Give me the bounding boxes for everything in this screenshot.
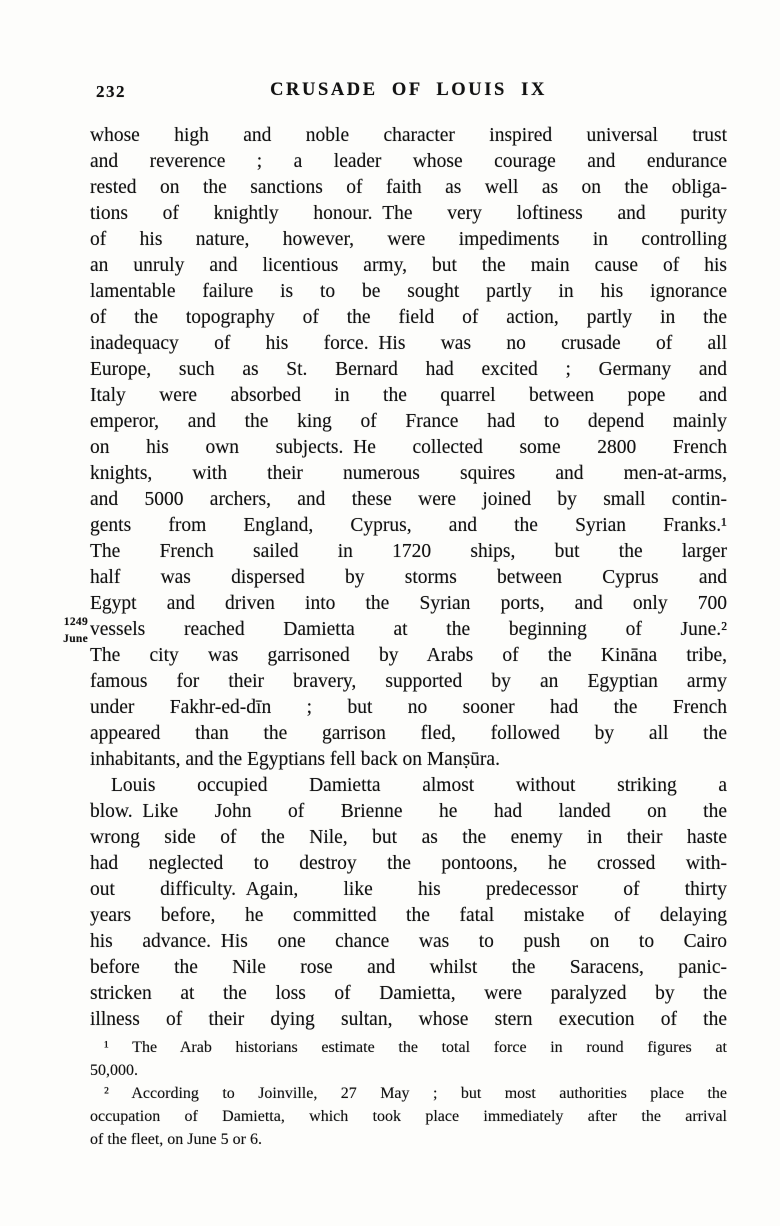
margin-note-month: June	[63, 633, 88, 645]
text-line: years before, he committed the fatal mistake of delaying	[90, 905, 727, 926]
text-line: 50,000.	[90, 1062, 138, 1079]
text-line: of his nature, however, were impediments in controlling	[90, 229, 727, 250]
text-line: before the Nile rose and whilst the Saracens, panic-	[90, 957, 727, 978]
text-line: whose high and noble character inspired universal trust	[90, 125, 727, 146]
text-line: Louis occupied Damietta almost without striking a	[111, 775, 727, 796]
text-line: of the fleet, on June 5 or 6.	[90, 1131, 262, 1148]
text-line: gents from England, Cyprus, and the Syrian Franks.¹	[90, 515, 727, 536]
text-line: lamentable failure is to be sought partly in his ignorance	[90, 281, 727, 302]
text-line: illness of their dying sultan, whose stern execution of the	[90, 1009, 727, 1030]
page-number: 232	[96, 82, 126, 101]
text-line: rested on the sanctions of faith as well as on the obliga-	[90, 177, 727, 198]
text-line: ¹ The Arab historians estimate the total force in round figures at	[104, 1039, 727, 1056]
text-line: tions of knightly honour. The very loftiness and purity	[90, 203, 727, 224]
text-line: appeared than the garrison fled, followed by all the	[90, 723, 727, 744]
footnotes	[90, 1036, 727, 1151]
text-line: inadequacy of his force. His was no crusade of all	[90, 333, 727, 354]
text-line: emperor, and the king of France had to depend mainly	[90, 411, 727, 432]
text-line: inhabitants, and the Egyptians fell back on Manṣūra.	[90, 749, 500, 770]
text-line: and reverence ; a leader whose courage and endurance	[90, 151, 727, 172]
text-line: The city was garrisoned by Arabs of the Kināna tribe,	[90, 645, 727, 666]
text-line: stricken at the loss of Damietta, were paralyzed by the	[90, 983, 727, 1004]
text-line: wrong side of the Nile, but as the enemy in their haste	[90, 827, 727, 848]
text-line: The French sailed in 1720 ships, but the larger	[90, 541, 727, 562]
text-line: had neglected to destroy the pontoons, he crossed with-	[90, 853, 727, 874]
running-title: CRUSADE OF LOUIS IX	[270, 80, 547, 100]
text-line: and 5000 archers, and these were joined by small contin-	[90, 489, 727, 510]
text-line: famous for their bravery, supported by an Egyptian army	[90, 671, 727, 692]
text-line: Europe, such as St. Bernard had excited ; Germany and	[90, 359, 727, 380]
page-header	[90, 80, 727, 104]
body-text	[90, 123, 727, 1033]
text-line: vessels reached Damietta at the beginning of June.²	[90, 619, 727, 640]
text-line: Egypt and driven into the Syrian ports, and only 700	[90, 593, 727, 614]
text-line: an unruly and licentious army, but the main cause of his	[90, 255, 727, 276]
text-line: half was dispersed by storms between Cyprus and	[90, 567, 727, 588]
margin-note	[48, 614, 88, 648]
text-line: his advance. His one chance was to push on to Cairo	[90, 931, 727, 952]
text-line: out difficulty. Again, like his predecessor of thirty	[90, 879, 727, 900]
text-line: on his own subjects. He collected some 2800 French	[90, 437, 727, 458]
text-line: knights, with their numerous squires and men-at-arms,	[90, 463, 727, 484]
margin-note-year: 1249	[63, 616, 88, 628]
text-line: occupation of Damietta, which took place immediately after the arrival	[90, 1108, 727, 1125]
text-line: Italy were absorbed in the quarrel between pope and	[90, 385, 727, 406]
text-line: ² According to Joinville, 27 May ; but most authorities place the	[104, 1085, 727, 1102]
text-line: of the topography of the field of action, partly in the	[90, 307, 727, 328]
text-line: under Fakhr-ed-dīn ; but no sooner had the French	[90, 697, 727, 718]
text-line: blow. Like John of Brienne he had landed on the	[90, 801, 727, 822]
